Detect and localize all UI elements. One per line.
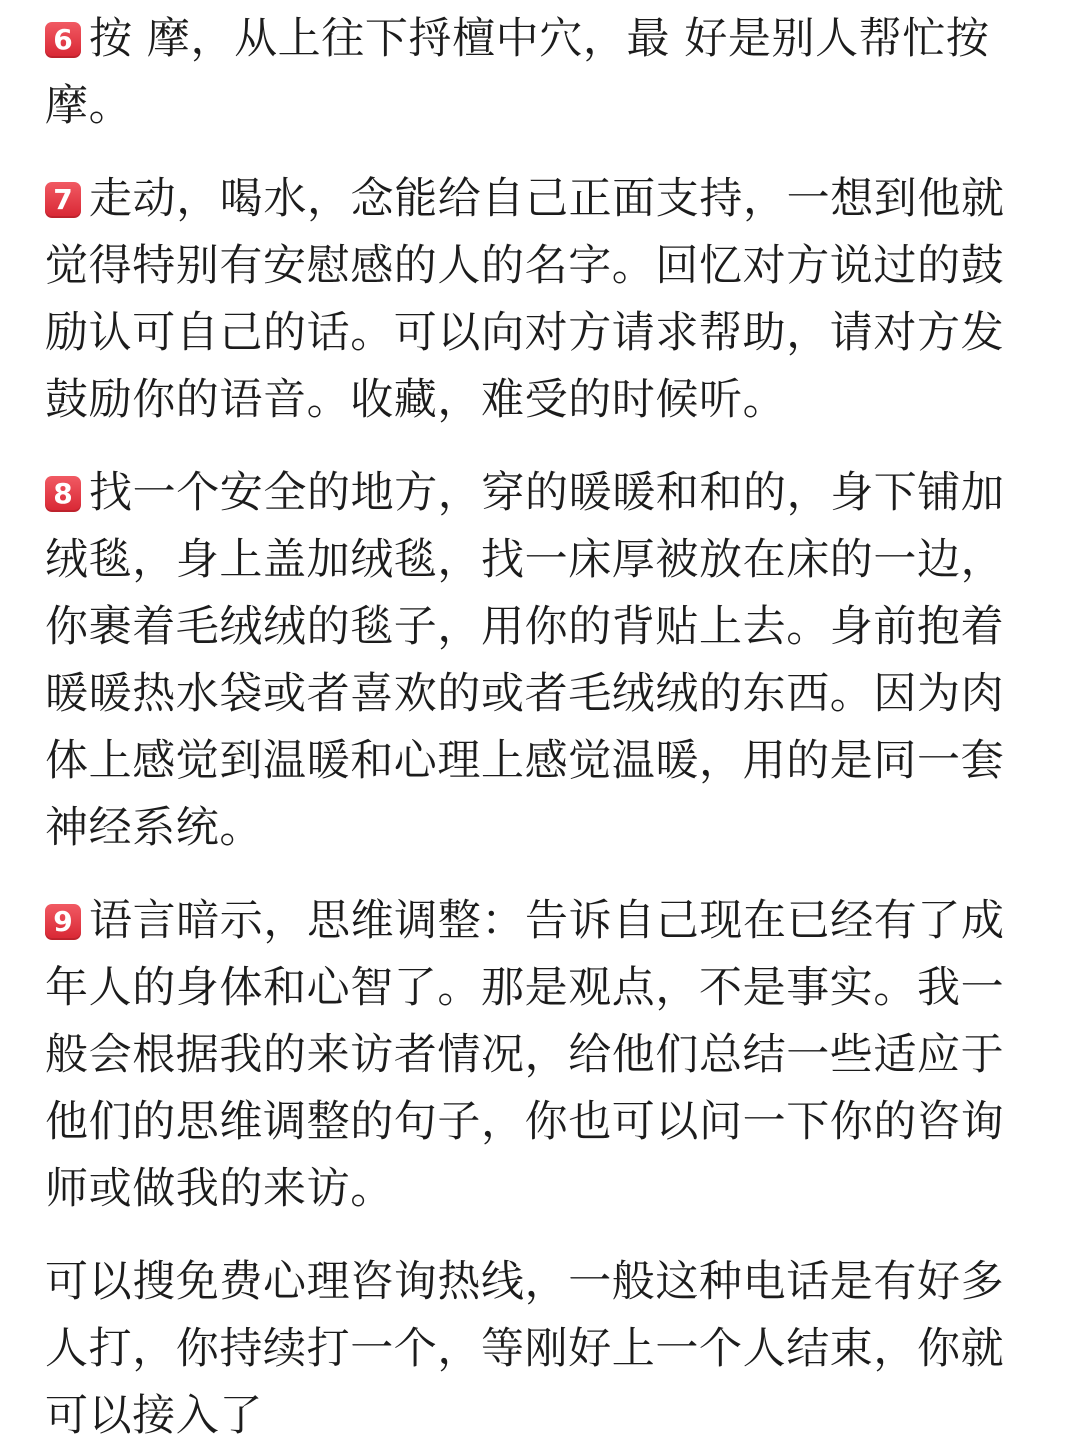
tip-paragraph-7 — [45, 166, 1020, 434]
tip-text-6: 按 摩，从上往下捋檀中穴，最 好是别人帮忙按 摩。 — [45, 14, 990, 131]
tip-paragraph-8 — [45, 460, 1020, 862]
tip-text-9: 语言暗示，思维调整：告诉自己现在已经有了成年人的身体和心智了。那是观点，不是事实。我一般会根据我的来访者情况，给他们总结一些适应于他们的思维调整的句子，你也可以问一下你的咨询师或做我的来访。 — [45, 896, 1005, 1214]
number-8-badge-icon: 8 — [45, 476, 81, 512]
number-9-badge-icon: 9 — [45, 904, 81, 940]
tip-paragraph-9 — [45, 888, 1020, 1223]
closing-paragraph: 可以搜免费心理咨询热线，一般这种电话是有好多人打，你持续打一个，等刚好上一个人结束，你就可以接入了 — [45, 1257, 1005, 1441]
tip-text-7: 走动，喝水，念能给自己正面支持，一想到他就觉得特别有安慰感的人的名字。回忆对方说过的鼓励认可自己的话。可以向对方请求帮助，请对方发鼓励你的语音。收藏，难受的时候听。 — [45, 174, 1005, 425]
tip-paragraph-6 — [45, 6, 1020, 140]
tip-text-8: 找一个安全的地方，穿的暖暖和和的，身下铺加绒毯，身上盖加绒毯，找一床厚被放在床的一边，你裹着毛绒绒的毯子，用你的背贴上去。身前抱着暖暖热水袋或者喜欢的或者毛绒绒的东西。因为肉体上感觉到温暖和心理上感觉温暖，用的是同一套神经系统。 — [45, 468, 1005, 853]
number-7-badge-icon: 7 — [45, 182, 81, 218]
number-6-badge-icon: 6 — [45, 22, 81, 58]
article-body — [45, 6, 1020, 1450]
